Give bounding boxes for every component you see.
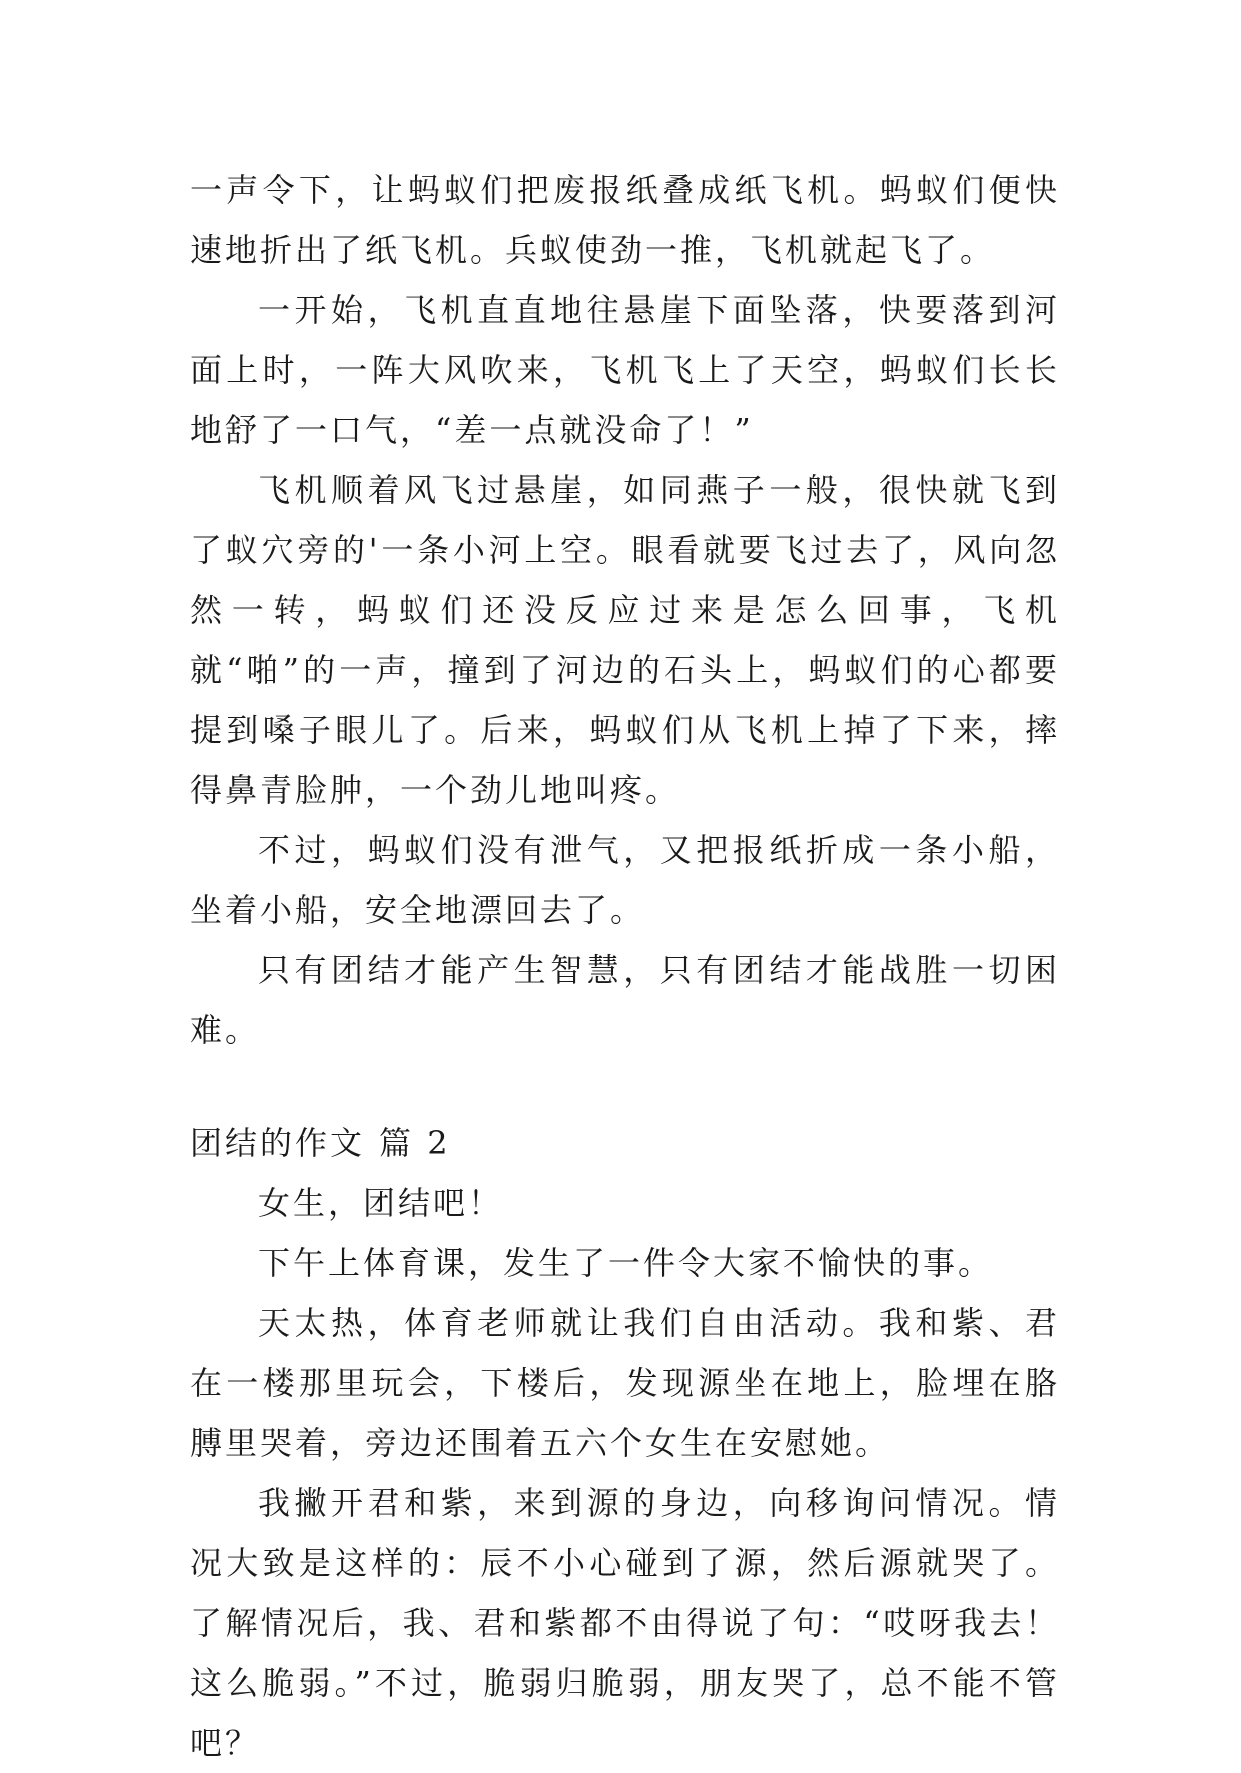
section-title: 团结的作文 — [190, 1124, 366, 1162]
paragraph: 我撇开君和紫，来到源的身边，向移询问情况。情况大致是这样的：辰不小心碰到了源，然后源就哭了。了解情况后，我、君和紫都不由得说了句：“哎呀我去！这么脆弱。”不过，脆弱归脆弱，朋友哭了，总不能不管吧？ — [190, 1484, 1060, 1762]
paragraph: 天太热，体育老师就让我们自由活动。我和紫、君在一楼那里玩会，下楼后，发现源坐在地上，脸埋在胳膊里哭着，旁边还围着五六个女生在安慰她。 — [190, 1304, 1060, 1462]
section-label: 篇 2 — [379, 1124, 451, 1162]
paragraph: 下午上体育课，发生了一件令大家不愉快的事。 — [258, 1244, 994, 1282]
paragraph: 只有团结才能产生智慧，只有团结才能战胜一切困难。 — [190, 951, 1060, 1049]
section-heading — [190, 1113, 1060, 1173]
paragraph: 女生，团结吧！ — [258, 1184, 504, 1222]
paragraph: 飞机顺着风飞过悬崖，如同燕子一般，很快就飞到了蚁穴旁的'一条小河上空。眼看就要飞过去了，风向忽然一转，蚂蚁们还没反应过来是怎么回事，飞机就“啪”的一声，撞到了河边的石头上，蚂蚁们的心都要提到嗓子眼儿了。后来，蚂蚁们从飞机上掉了下来，摔得鼻青脸肿，一个劲儿地叫疼。 — [190, 471, 1060, 809]
paragraph: 不过，蚂蚁们没有泄气，又把报纸折成一条小船，坐着小船，安全地漂回去了。 — [190, 831, 1060, 929]
paragraph: 一声令下，让蚂蚁们把废报纸叠成纸飞机。蚂蚁们便快速地折出了纸飞机。兵蚁使劲一推，飞机就起飞了。 — [190, 171, 1060, 269]
paragraph: 一开始，飞机直直地往悬崖下面坠落，快要落到河面上时，一阵大风吹来，飞机飞上了天空，蚂蚁们长长地舒了一口气，“差一点就没命了！” — [190, 291, 1060, 449]
document-body — [190, 160, 1060, 1773]
